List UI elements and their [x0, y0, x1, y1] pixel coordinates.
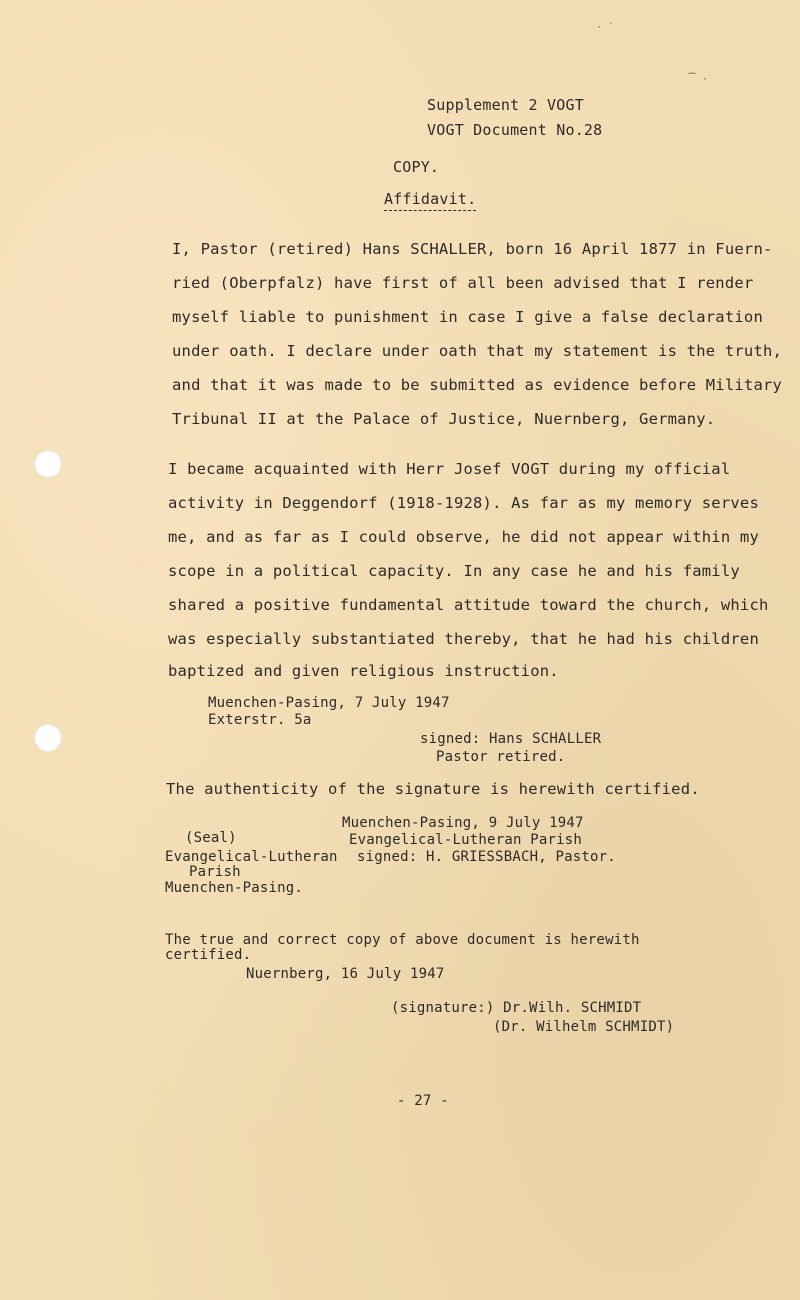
document-title: Affidavit. — [384, 190, 476, 211]
paragraph1-line: Tribunal II at the Palace of Justice, Nuernberg, Germany. — [172, 410, 716, 428]
signature-line: (signature:) Dr.Wilh. SCHMIDT — [391, 1000, 642, 1016]
paragraph2-line: shared a positive fundamental attitude toward the church, which — [168, 596, 769, 614]
paragraph1-line: and that it was made to be submitted as evidence before Military — [172, 376, 783, 394]
true-copy-place-date: Nuernberg, 16 July 1947 — [246, 966, 445, 982]
paragraph2-line: scope in a political capacity. In any case he and his family — [168, 562, 740, 580]
certification-place-date: Muenchen-Pasing, 9 July 1947 — [342, 815, 584, 831]
paragraph2-line: I became acquainted with Herr Josef VOGT during my official — [168, 460, 731, 478]
signer-title: Pastor retired. — [436, 749, 566, 765]
certification-text: The authenticity of the signature is herewith certified. — [166, 780, 700, 798]
address: Exterstr. 5a — [208, 712, 312, 728]
place-date: Muenchen-Pasing, 7 July 1947 — [208, 695, 450, 711]
page-number: - 27 - — [397, 1093, 449, 1109]
paragraph2-line: was especially substantiated thereby, that he had his children — [168, 630, 759, 648]
paragraph2-line: me, and as far as I could observe, he did not appear within my — [168, 528, 759, 546]
seal-parish-line2: Parish — [189, 864, 241, 880]
copy-label: COPY. — [393, 158, 440, 176]
paragraph1-line: I, Pastor (retired) Hans SCHALLER, born 16 April 1877 in Fuern- — [172, 240, 773, 258]
true-copy-text: certified. — [165, 947, 252, 963]
seal-parish-line3: Muenchen-Pasing. — [165, 880, 304, 896]
certification-parish: Evangelical-Lutheran Parish — [349, 832, 582, 848]
punch-hole-bottom — [34, 724, 62, 752]
seal-label: (Seal) — [185, 830, 237, 846]
punch-hole-top — [34, 450, 62, 478]
ink-speck: ⁀ · — [688, 74, 709, 85]
paragraph1-line: under oath. I declare under oath that my statement is the truth, — [172, 342, 783, 360]
certification-signed: signed: H. GRIESSBACH, Pastor. — [357, 849, 616, 865]
paragraph1-line: ried (Oberpfalz) have first of all been advised that I render — [172, 274, 754, 292]
supplement-label: Supplement 2 VOGT — [427, 96, 584, 114]
ink-speck: · ˊ — [596, 22, 615, 33]
signed-line: signed: Hans SCHALLER — [420, 731, 602, 747]
document-number: VOGT Document No.28 — [427, 121, 603, 139]
paragraph1-line: myself liable to punishment in case I give a false declaration — [172, 308, 763, 326]
signer-name: (Dr. Wilhelm SCHMIDT) — [493, 1019, 675, 1035]
paragraph2-line: activity in Deggendorf (1918-1928). As far as my memory serves — [168, 494, 759, 512]
seal-parish-line1: Evangelical-Lutheran — [165, 849, 338, 865]
true-copy-text: The true and correct copy of above document is herewith — [165, 932, 640, 948]
paragraph2-line: baptized and given religious instruction. — [168, 662, 559, 680]
